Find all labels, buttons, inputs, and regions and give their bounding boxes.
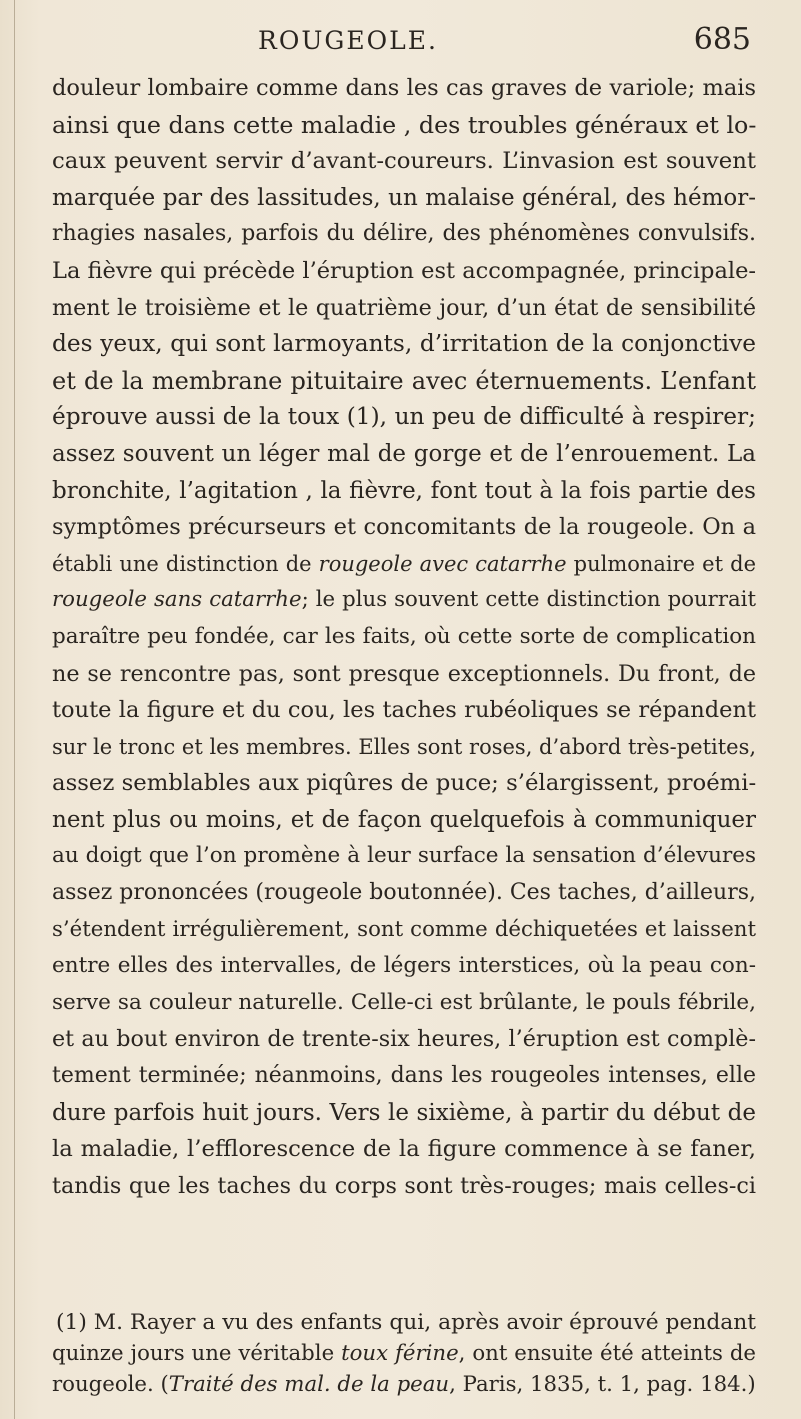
text-line: marquée par des lassitudes, un malaise général, des hémor-	[52, 184, 756, 211]
italic-term: rougeole avec catarrhe	[318, 551, 567, 576]
italic-term: rougeole sans catarrhe	[52, 587, 302, 613]
page-number: 685	[693, 22, 751, 57]
text-segment: quinze jours une véritable	[52, 1341, 342, 1366]
text-line: paraître peu fondée, car les faits, où cette sorte de complication	[52, 623, 756, 649]
text-line: la maladie, l’efflorescence de la figure commence à se faner,	[52, 1136, 756, 1163]
text-line: assez semblables aux piqûres de puce; s’élargissent, proémi-	[52, 770, 757, 797]
page-edge-line	[14, 0, 15, 1419]
footnote	[52, 1307, 756, 1400]
footnote-line-with-italics	[52, 1338, 756, 1369]
text-line-with-italics	[52, 582, 756, 619]
text-segment: , Paris, 1835, t. 1, pag. 184.)	[449, 1372, 756, 1397]
text-line: sur le tronc et les membres. Elles sont roses, d’abord très-petites,	[52, 734, 757, 759]
text-line: ainsi que dans cette maladie , des troubles généraux et lo-	[52, 110, 757, 139]
text-line: s’étendent irrégulièrement, sont comme déchiquetées et laissent	[52, 916, 756, 942]
footnote-line: (1) M. Rayer a vu des enfants qui, après avoir éprouvé pendant	[56, 1310, 756, 1335]
text-line: éprouve aussi de la toux (1), un peu de difficulté à respirer;	[52, 403, 756, 431]
body-text	[52, 70, 756, 1204]
text-segment: , ont ensuite été atteints de	[458, 1341, 756, 1366]
text-line: des yeux, qui sont larmoyants, d’irritation de la conjonctive	[52, 330, 756, 358]
text-line: caux peuvent servir d’avant-coureurs. L’invasion est souvent	[52, 148, 756, 175]
page-header	[0, 22, 801, 62]
text-line: symptômes précurseurs et concomitants de la rougeole. On a	[52, 514, 756, 541]
text-line: et de la membrane pituitaire avec éternuements. L’enfant	[52, 366, 756, 395]
text-segment: ; le plus souvent cette distinction pourrait	[301, 587, 756, 613]
text-segment: pulmonaire et de	[566, 551, 757, 576]
footnote-line-with-italics	[52, 1369, 756, 1400]
text-line: entre elles des intervalles, de légers interstices, où la peau con-	[52, 953, 756, 979]
text-line: ment le troisième et le quatrième jour, d’un état de sensibilité	[52, 294, 756, 321]
text-line: toute la figure et du cou, les taches rubéoliques se répandent	[52, 697, 756, 724]
text-line: tandis que les taches du corps sont très-rouges; mais celles-ci	[52, 1172, 756, 1199]
text-line: bronchite, l’agitation , la fièvre, font tout à la fois partie des	[52, 477, 756, 504]
text-line: douleur lombaire comme dans les cas graves de variole; mais	[52, 75, 756, 101]
text-line: assez souvent un léger mal de gorge et de l’enrouement. La	[52, 440, 756, 467]
italic-term: toux férine	[341, 1341, 459, 1366]
text-line: nent plus ou moins, et de façon quelquefois à communiquer	[52, 806, 756, 833]
italic-citation: Traité des mal. de la peau	[168, 1372, 450, 1397]
text-line: dure parfois huit jours. Vers le sixième, à partir du début de	[52, 1099, 756, 1126]
text-line: assez prononcées (rougeole boutonnée). Ces taches, d’ailleurs,	[52, 880, 756, 906]
text-segment: établi une distinction de	[52, 551, 319, 576]
text-line: rhagies nasales, parfois du délire, des phénomènes convulsifs.	[52, 221, 756, 247]
text-line: serve sa couleur naturelle. Celle-ci est brûlante, le pouls fébrile,	[52, 989, 756, 1015]
text-line: et au bout environ de trente-six heures, l’éruption est complè-	[52, 1026, 756, 1053]
text-line: tement terminée; néanmoins, dans les rougeoles intenses, elle	[52, 1063, 756, 1089]
text-line: La fièvre qui précède l’éruption est accompagnée, principale-	[52, 257, 756, 284]
text-line: ne se rencontre pas, sont presque exceptionnels. Du front, de	[52, 660, 756, 687]
text-line-with-italics	[52, 546, 756, 583]
running-head: ROUGEOLE.	[258, 26, 438, 55]
text-line: au doigt que l’on promène à leur surface la sensation d’élevures	[52, 843, 756, 869]
text-segment: rougeole. (	[52, 1372, 169, 1397]
